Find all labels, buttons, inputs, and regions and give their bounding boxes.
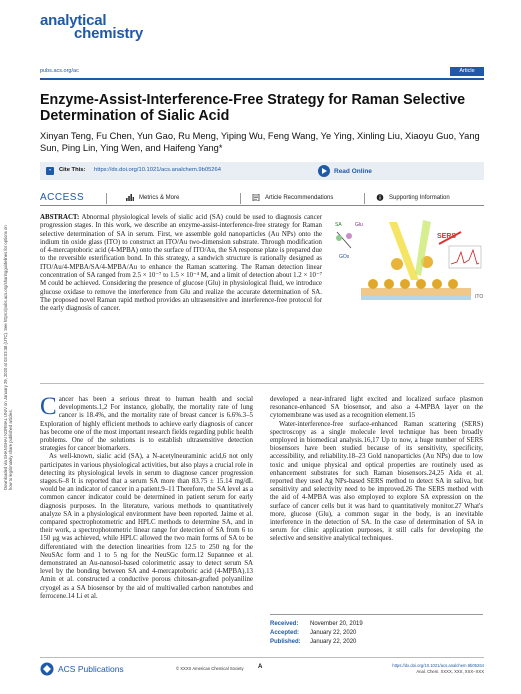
supporting-info-label: Supporting Information — [389, 194, 450, 201]
svg-text:": " — [48, 169, 52, 176]
accepted-date: January 22, 2020 — [310, 630, 357, 636]
cite-label: Cite This: — [59, 167, 86, 173]
acs-logo-text: ACS Publications — [58, 664, 124, 674]
header-rule — [40, 78, 484, 80]
supporting-info-link[interactable] — [376, 194, 450, 201]
cite-doi-link[interactable]: https://dx.doi.org/10.1021/acs.analchem.9b05264 — [94, 167, 221, 173]
access-label: ACCESS — [40, 192, 85, 203]
paragraph: Water-interference-free surface-enhanced Raman scattering (SERS) spectroscopy as a single molecule level technique has been broadly employed in biomedical analysis.16,17 Up to now, a huge number of SERS biosensors have been studied because of its sensitivity, specificity, accessibility, and reliability.18–23 Gold nanoparticles (Au NPs) due to low toxic and unique physical and optical properties are routinely used as enhancement substrates for such Raman biosensors.24,25 Aida et al. reported they used Ag NPs-based SERS method to detect SA in saliva, but sensitivity and selectivity need to be improved.26 The SERS method with the aid of 4-MPBA was also employed to explore SA expression on the surface of cancer cells but it was hard to quantitatively monitor.27 What's more, glucose (Glu), a common sugar in the body, is an inevitable interference in the detection of SA. In the case of determination of SA in serum for clinic application purposes, it still calls for developing the selective and sensitive analytical techniques. — [270, 420, 483, 543]
footer-journal-ref: Anal. Chem. XXXX, XXX, XXX−XXX — [416, 668, 484, 674]
spectrum-inset — [449, 246, 481, 268]
cite-icon — [45, 166, 55, 176]
received-key: Received: — [270, 621, 299, 627]
play-icon — [318, 165, 330, 177]
article-title: Enzyme-Assist-Interference-Free Strategy for Raman Selective Determination of Sialic Acid — [40, 92, 466, 124]
paragraph-text: ancer has been a serious threat to human health and social developments.1,2 For instance, globally, the mortality rate of lung cancer is 18.4%, and the mortality rate of breast cancer is 6.6%.3–5 Exploration of highly efficient methods to achieve early diagnosis of cancer has become one of the most important research fields regarding public health problems. One of the solutions is to establish ultrasensitive detection strategies for cancer biomarkers. — [40, 396, 253, 453]
separator — [240, 193, 241, 204]
info-icon — [376, 194, 384, 201]
page-footer — [40, 657, 484, 677]
sers-label: SERS — [437, 233, 457, 240]
page-number: A — [258, 664, 263, 670]
abstract-heading: ABSTRACT: — [40, 214, 80, 221]
article-type-badge: Article — [450, 67, 484, 76]
copyright: © XXXX American Chemical Society — [176, 666, 244, 671]
paragraph: developed a near-infrared light excited and localized surface plasmon resonance-enhanced SA biosensor, and also a 4-MPBA layer on the cytomembrane was used as a recognition element.15 — [270, 396, 483, 420]
read-online-label: Read Online — [334, 167, 372, 175]
bar-chart-icon — [126, 194, 134, 201]
footer-citation — [392, 663, 484, 674]
publication-history — [270, 620, 483, 647]
ito-label: ITO — [475, 294, 484, 300]
accepted-key: Accepted: — [270, 630, 300, 636]
cite-bar — [40, 162, 484, 180]
abstract-text: Abnormal physiological levels of sialic acid (SA) could be used to diagnosis cancer progression stages. In this work, we describe an enzyme-assist-interference-free strategy for Raman selective determination of SA in serum. First, we assemble gold nanoparticles (Au NPs) onto the indium tin oxide glass (ITO) to construct an ITO/Au two-dimension substrate. Through modification of 4-mercaptoboric acid (4-MPBA) onto the surface of ITO/Au, the SA response plate is prepared due to the reversible esterification bond. In this strategy, a sandwich structure is rationally designed as ITO/Au/4-MPBA/SA/4-MPBA/Au to enhance the Raman scattering. The Raman detection linear concentration of SA ranged from 2.5 × 10⁻⁷ to 1.5 × 10⁻⁴ M, and a limit of detection about 1.2 × 10⁻⁷ M could be achieved. Considering the presence of glucose (Glu) in physiological fluid, we introduce glucose oxidase to remove the interference from Glu and realize the accurate determination of SA. The proposed novel Raman rapid method provides an ultrasensitive and interference-free protocol for the early diagnosis of cancer. — [40, 214, 322, 313]
received-date: November 20, 2019 — [310, 621, 363, 627]
article-authors: Xinyan Teng, Fu Chen, Yun Gao, Ru Meng, Yiping Wu, Feng Wang, Ye Ying, Xinling Liu, Xiaoyu Guo, Yang Sun, Ping Lin, Ying Wen, and Haifeng Yang* — [40, 131, 480, 153]
abstract — [40, 214, 484, 314]
separator — [364, 193, 365, 204]
access-bar — [40, 192, 484, 206]
drop-cap: C — [40, 393, 57, 420]
published-date: January 22, 2020 — [310, 639, 357, 645]
download-note: Downloaded via SHANGHAI NORMAL UNIV on January 29, 2020 at 03:03:38 (UTC). See https://pubs.acs.org/sharingguidelines for options on how to legitimately share published articles. — [3, 225, 13, 490]
document-icon — [252, 194, 260, 201]
acs-logo-icon — [40, 662, 54, 676]
logo-line1: analytical — [40, 12, 107, 29]
paragraph: As well-known, sialic acid (SA), a N-acetylneuraminic acid,6 not only participates in various physiological activities, but also plays a crucial role in detecting its physiological levels in serum to diagnose cancer progression stages.6–8 It is reported that a serum SA more than 83.75 ± 15.14 mg/dL would be an indicator of cancer in a patient.9–11 Therefore, the SA level as a common cancer indicator could be determined in patient serum for early diagnosis purposes. In the literature, various methods to quantitatively analyze SA in a physiological environment have been reported. Jaime et al. compared spectrophotometric and HPLC methods to determine SA, and in their work, a spectrophotometric linear range for detection of SA from 6 to 150 μg was achieved, while HPLC allowed the two main forms of SA to be differentiated with the detection linearities from 12.5 to 250 ng for the NeuSAc form and 1 to 5 ng for the NeuSGc form.12 Supannee et al. demonstrated an Au-nanosol-based colorimetric assay to detect serum SA level by the bonding between SA and 4-mercaptoboric acid (4-MPBA).13 Amin et al. constructed a conductive porous chitosan-grafted polyaniline cryogel as a SA biosensor by the aid of multiwalled carbon nanotubes and ferrocene.14 Li et al. — [40, 453, 253, 600]
body-column-right — [270, 396, 483, 544]
toc-graphic — [327, 214, 484, 306]
read-online-button[interactable] — [318, 164, 372, 178]
abstract-body — [40, 214, 322, 314]
acs-publications-logo[interactable] — [40, 662, 124, 676]
metrics-link[interactable] — [126, 194, 179, 201]
journal-logo[interactable] — [40, 14, 143, 40]
journal-url[interactable]: pubs.acs.org/ac — [40, 68, 79, 74]
history-rule — [270, 614, 483, 615]
published-key: Published: — [270, 639, 301, 645]
logo-line2: chemistry — [74, 25, 144, 42]
paragraph — [40, 393, 253, 453]
section-divider — [40, 383, 484, 384]
sa-label: SA — [335, 222, 342, 228]
recommendations-label: Article Recommendations — [265, 194, 334, 201]
metrics-label: Metrics & More — [139, 194, 180, 201]
separator — [106, 193, 107, 204]
glu-label: Glu — [355, 222, 363, 228]
footer-doi[interactable]: https://dx.doi.org/10.1021/acs.analchem.9b05264 — [392, 663, 484, 668]
gox-label: GOx — [339, 254, 350, 260]
body-column-left — [40, 393, 253, 601]
recommendations-link[interactable] — [252, 194, 333, 201]
